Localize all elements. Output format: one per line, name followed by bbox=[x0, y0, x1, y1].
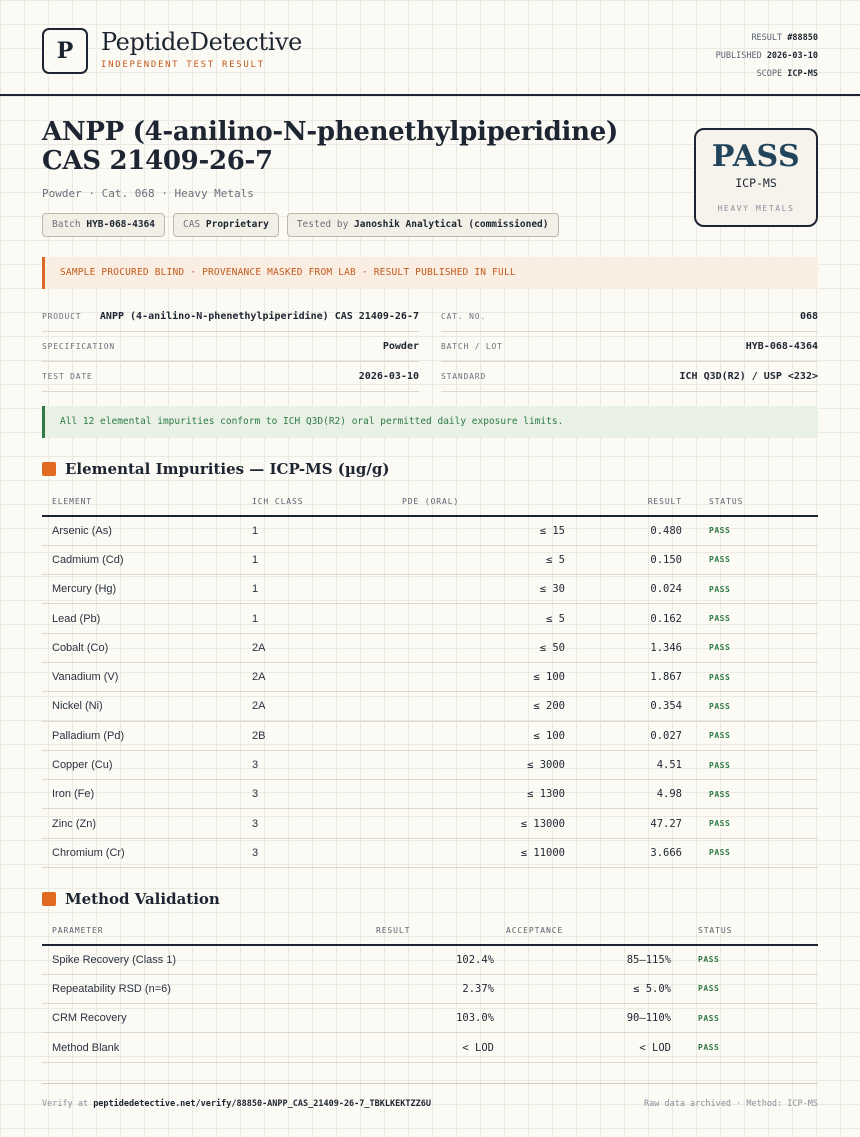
ich-class: 3 bbox=[242, 809, 392, 838]
verify-link[interactable]: peptidedetective.net/verify/88850-ANPP_CAS_21409-26-7_TBKLKEKTZZ6U bbox=[93, 1099, 431, 1109]
element-name: Nickel (Ni) bbox=[42, 692, 242, 721]
page-subtitle: Powder · Cat. 068 · Heavy Metals bbox=[42, 187, 254, 200]
element-name: Lead (Pb) bbox=[42, 604, 242, 633]
pde-limit: ≤ 200 bbox=[392, 692, 567, 721]
meta-published bbox=[716, 47, 818, 65]
chip-label: CAS bbox=[182, 219, 201, 230]
status-badge: PASS bbox=[692, 721, 818, 750]
ich-class: 2B bbox=[242, 721, 392, 750]
pde-limit: ≤ 100 bbox=[392, 662, 567, 691]
acceptance-value: < LOD bbox=[496, 1033, 681, 1062]
verify-label: Verify at bbox=[42, 1099, 89, 1109]
ich-class: 1 bbox=[242, 575, 392, 604]
ich-class: 3 bbox=[242, 780, 392, 809]
parameter-name: CRM Recovery bbox=[42, 1004, 366, 1033]
result-value: 4.51 bbox=[567, 750, 692, 779]
status-badge: PASS bbox=[681, 945, 818, 974]
chip-value: Janoshik Analytical (commissioned) bbox=[354, 219, 549, 230]
result-value: 0.150 bbox=[567, 545, 692, 574]
ich-class: 3 bbox=[242, 750, 392, 779]
meta-value: ICP-MS bbox=[787, 69, 818, 79]
col-acceptance: ACCEPTANCE bbox=[496, 917, 681, 945]
status-badge: PASS bbox=[692, 838, 818, 867]
col-parameter: PARAMETER bbox=[42, 917, 366, 945]
verify-line bbox=[42, 1099, 431, 1109]
table-row bbox=[42, 809, 818, 838]
table-row bbox=[42, 750, 818, 779]
result-value: < LOD bbox=[366, 1033, 496, 1062]
ich-class: 2A bbox=[242, 633, 392, 662]
result-value: 47.27 bbox=[567, 809, 692, 838]
ich-class: 1 bbox=[242, 545, 392, 574]
details-left bbox=[42, 302, 419, 392]
status-badge: PASS bbox=[692, 575, 818, 604]
acceptance-value: ≤ 5.0% bbox=[496, 974, 681, 1003]
detail-value: 068 bbox=[799, 311, 818, 322]
chip-label: Batch bbox=[52, 219, 81, 230]
table-row bbox=[42, 633, 818, 662]
meta-result bbox=[716, 29, 818, 47]
status-badge: PASS bbox=[692, 633, 818, 662]
detail-value: ANPP (4-anilino-N-phenethylpiperidine) CAS 21409-26-7 bbox=[99, 311, 419, 322]
status-badge: PASS bbox=[692, 692, 818, 721]
col-pde: PDE (ORAL) bbox=[392, 488, 567, 516]
element-name: Copper (Cu) bbox=[42, 750, 242, 779]
ich-class: 3 bbox=[242, 838, 392, 867]
detail-value: 2026-03-10 bbox=[358, 371, 419, 382]
table-row bbox=[42, 516, 818, 545]
meta-label: SCOPE bbox=[756, 69, 783, 79]
meta-value: 2026-03-10 bbox=[766, 51, 818, 61]
detail-value: Powder bbox=[382, 341, 419, 352]
table-row bbox=[42, 662, 818, 691]
detail-row-standard bbox=[441, 362, 818, 392]
detail-label: PRODUCT bbox=[42, 312, 82, 321]
stamp-status: PASS bbox=[711, 139, 801, 174]
chip-tested-by bbox=[287, 213, 559, 237]
result-value: 0.024 bbox=[567, 575, 692, 604]
page-title: ANPP (4-anilino-N-phenethylpiperidine) CAS 21409-26-7 bbox=[42, 117, 618, 176]
status-badge: PASS bbox=[692, 545, 818, 574]
chip-value: Proprietary bbox=[205, 219, 269, 230]
acceptance-value: 90–110% bbox=[496, 1004, 681, 1033]
footer-divider bbox=[42, 1083, 818, 1084]
table-header-row bbox=[42, 488, 818, 516]
detail-label: TEST DATE bbox=[42, 372, 93, 381]
col-element: ELEMENT bbox=[42, 488, 242, 516]
detail-row-product bbox=[42, 302, 419, 332]
info-chips bbox=[42, 213, 559, 237]
section-marker-icon bbox=[42, 462, 56, 476]
status-badge: PASS bbox=[692, 809, 818, 838]
result-value: 0.480 bbox=[567, 516, 692, 545]
section-marker-icon bbox=[42, 892, 56, 906]
result-value: 103.0% bbox=[366, 1004, 496, 1033]
table-row bbox=[42, 545, 818, 574]
detail-row-cat-no bbox=[441, 302, 818, 332]
impurities-heading bbox=[42, 460, 389, 478]
status-badge: PASS bbox=[692, 662, 818, 691]
pde-limit: ≤ 11000 bbox=[392, 838, 567, 867]
table-row bbox=[42, 604, 818, 633]
result-value: 0.162 bbox=[567, 604, 692, 633]
col-status: STATUS bbox=[692, 488, 818, 516]
pass-stamp bbox=[694, 128, 818, 227]
meta-label: RESULT bbox=[751, 33, 783, 43]
detail-label: CAT. NO. bbox=[441, 312, 486, 321]
element-name: Cadmium (Cd) bbox=[42, 545, 242, 574]
chip-batch bbox=[42, 213, 165, 237]
parameter-name: Spike Recovery (Class 1) bbox=[42, 945, 366, 974]
detail-row-test-date bbox=[42, 362, 419, 392]
chip-label: Tested by bbox=[296, 219, 349, 230]
details-right bbox=[441, 302, 818, 392]
validation-table bbox=[42, 917, 818, 1063]
result-value: 1.346 bbox=[567, 633, 692, 662]
result-value: 2.37% bbox=[366, 974, 496, 1003]
status-badge: PASS bbox=[681, 1004, 818, 1033]
pde-limit: ≤ 3000 bbox=[392, 750, 567, 779]
element-name: Zinc (Zn) bbox=[42, 809, 242, 838]
status-badge: PASS bbox=[692, 750, 818, 779]
parameter-name: Repeatability RSD (n=6) bbox=[42, 974, 366, 1003]
element-name: Palladium (Pd) bbox=[42, 721, 242, 750]
impurities-body bbox=[42, 516, 818, 868]
table-header-row bbox=[42, 917, 818, 945]
ich-class: 1 bbox=[242, 604, 392, 633]
pde-limit: ≤ 100 bbox=[392, 721, 567, 750]
chip-value: HYB-068-4364 bbox=[86, 219, 155, 230]
details-grid bbox=[42, 302, 818, 392]
status-badge: PASS bbox=[681, 1033, 818, 1062]
result-value: 0.354 bbox=[567, 692, 692, 721]
detail-label: BATCH / LOT bbox=[441, 342, 503, 351]
table-row bbox=[42, 1004, 818, 1033]
result-meta bbox=[716, 29, 818, 83]
status-badge: PASS bbox=[681, 974, 818, 1003]
col-status: STATUS bbox=[681, 917, 818, 945]
detail-label: SPECIFICATION bbox=[42, 342, 116, 351]
result-value: 1.867 bbox=[567, 662, 692, 691]
table-row bbox=[42, 692, 818, 721]
pde-limit: ≤ 50 bbox=[392, 633, 567, 662]
pde-limit: ≤ 5 bbox=[392, 545, 567, 574]
detail-value: HYB-068-4364 bbox=[745, 341, 818, 352]
meta-scope bbox=[716, 65, 818, 83]
archive-note: Raw data archived · Method: ICP-MS bbox=[644, 1099, 818, 1109]
parameter-name: Method Blank bbox=[42, 1033, 366, 1062]
element-name: Cobalt (Co) bbox=[42, 633, 242, 662]
chip-cas bbox=[173, 213, 279, 237]
status-badge: PASS bbox=[692, 604, 818, 633]
pde-limit: ≤ 30 bbox=[392, 575, 567, 604]
element-name: Vanadium (V) bbox=[42, 662, 242, 691]
element-name: Mercury (Hg) bbox=[42, 575, 242, 604]
result-value: 0.027 bbox=[567, 721, 692, 750]
conformance-banner: All 12 elemental impurities conform to ICH Q3D(R2) oral permitted daily exposure limits. bbox=[42, 406, 818, 438]
result-value: 4.98 bbox=[567, 780, 692, 809]
ich-class: 2A bbox=[242, 692, 392, 721]
stamp-method: ICP-MS bbox=[735, 176, 777, 190]
impurities-table bbox=[42, 488, 818, 868]
status-badge: PASS bbox=[692, 780, 818, 809]
result-value: 102.4% bbox=[366, 945, 496, 974]
pde-limit: ≤ 15 bbox=[392, 516, 567, 545]
pde-limit: ≤ 5 bbox=[392, 604, 567, 633]
validation-body bbox=[42, 945, 818, 1062]
section-title: Method Validation bbox=[65, 890, 220, 908]
detail-value: ICH Q3D(R2) / USP <232> bbox=[679, 371, 818, 382]
brand-logo: P bbox=[42, 28, 88, 74]
stamp-category: HEAVY METALS bbox=[717, 204, 795, 213]
validation-heading bbox=[42, 890, 220, 908]
status-badge: PASS bbox=[692, 516, 818, 545]
brand-name: PeptideDetective bbox=[101, 28, 302, 56]
pde-limit: ≤ 13000 bbox=[392, 809, 567, 838]
detail-row-batch-lot bbox=[441, 332, 818, 362]
meta-value: #88850 bbox=[787, 33, 818, 43]
col-result: RESULT bbox=[366, 917, 496, 945]
header-divider bbox=[0, 94, 860, 96]
table-row bbox=[42, 721, 818, 750]
section-title: Elemental Impurities — ICP-MS (µg/g) bbox=[65, 460, 390, 478]
table-row bbox=[42, 945, 818, 974]
meta-label: PUBLISHED bbox=[715, 51, 762, 61]
col-ich-class: ICH CLASS bbox=[242, 488, 392, 516]
table-row bbox=[42, 974, 818, 1003]
element-name: Arsenic (As) bbox=[42, 516, 242, 545]
table-row bbox=[42, 575, 818, 604]
ich-class: 2A bbox=[242, 662, 392, 691]
element-name: Chromium (Cr) bbox=[42, 838, 242, 867]
blind-notice: SAMPLE PROCURED BLIND · PROVENANCE MASKED FROM LAB · RESULT PUBLISHED IN FULL bbox=[42, 257, 818, 289]
result-value: 3.666 bbox=[567, 838, 692, 867]
table-row bbox=[42, 838, 818, 867]
detail-label: STANDARD bbox=[441, 372, 486, 381]
detail-row-specification bbox=[42, 332, 419, 362]
table-row bbox=[42, 780, 818, 809]
acceptance-value: 85–115% bbox=[496, 945, 681, 974]
pde-limit: ≤ 1300 bbox=[392, 780, 567, 809]
col-result: RESULT bbox=[567, 488, 692, 516]
table-row bbox=[42, 1033, 818, 1062]
ich-class: 1 bbox=[242, 516, 392, 545]
element-name: Iron (Fe) bbox=[42, 780, 242, 809]
brand-tagline: INDEPENDENT TEST RESULT bbox=[101, 60, 265, 70]
